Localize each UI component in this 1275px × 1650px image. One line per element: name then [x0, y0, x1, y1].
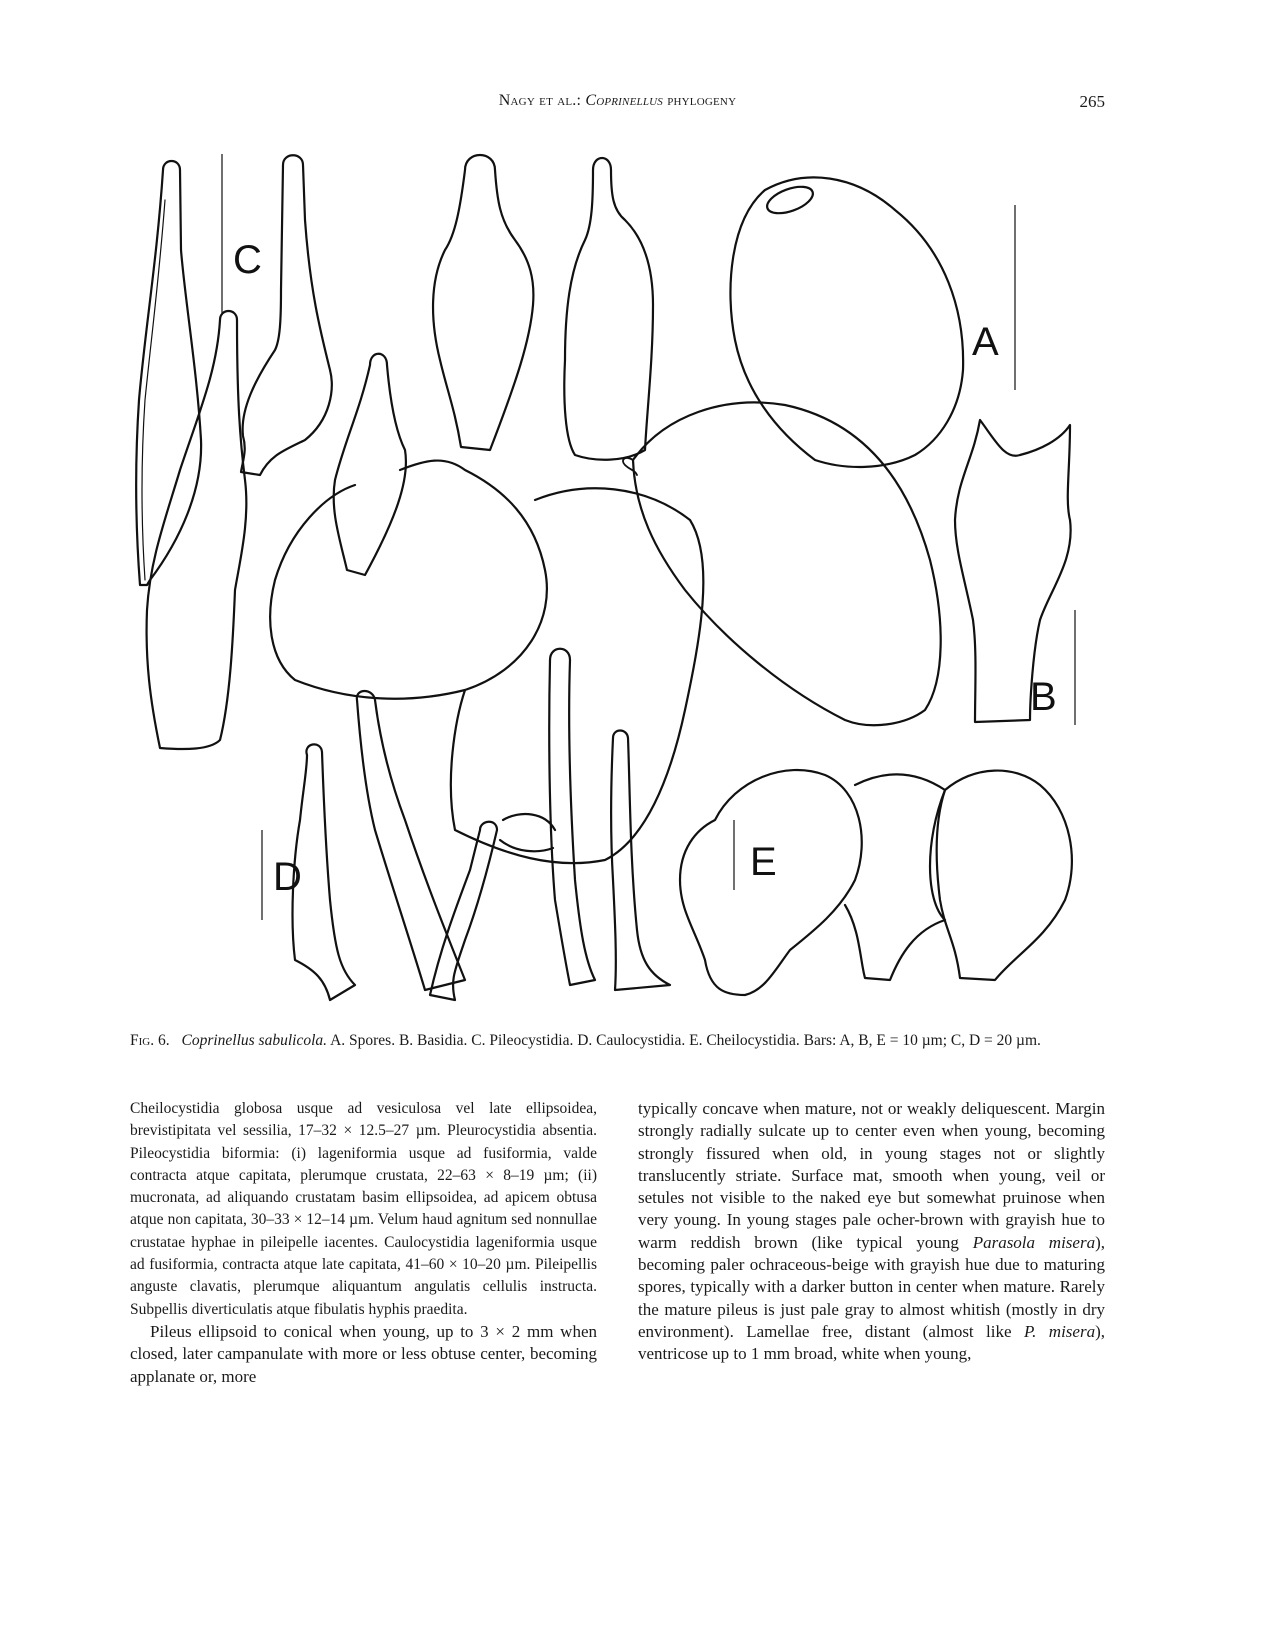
panel-label-c: C [233, 238, 262, 282]
spore-apiculus [623, 458, 637, 475]
pileocystidium-narrow-fusiform-inner [142, 200, 165, 580]
pileus-description-continued [638, 1098, 1105, 1366]
panel-label-e: E [750, 840, 777, 884]
figure-6-illustration [125, 140, 1125, 1020]
large-spore-center [270, 461, 547, 699]
caulocystidium-2 [357, 691, 465, 990]
panel-label-d: D [273, 855, 302, 899]
pileocystidium-mucronate-2-outline [564, 158, 653, 460]
pileocystidium-capitate [241, 155, 332, 475]
caption-species: Coprinellus sabulicola. [181, 1032, 328, 1049]
figure-number: Fig. 6. [130, 1032, 170, 1049]
text-run: ), becoming paler ochraceous-beige with grayish hue due to maturing spores, typically with a darker button in center when mature. Rarely the mature pileus is just pale gray to almost whitish (mostly in dry environment). Lamellae free, distant (almost like [638, 1232, 1105, 1341]
large-cell-behind [451, 488, 704, 863]
running-title-rest: phylogeny [667, 92, 737, 109]
caulocystidium-3 [430, 822, 497, 1000]
cheilocystidium-e3 [937, 771, 1072, 980]
pileocystidium-mucronate-small [334, 354, 406, 575]
cheilocystidium-e2 [845, 774, 945, 980]
running-title-genus: Coprinellus [585, 92, 663, 109]
text-run: typically concave when mature, not or weakly deliquescent. Margin strongly radially sulcate up to center even when young, becoming strongly fissured when old, in young stages not or slightly translucently striate. Surface mat, smooth when young, veil or setules not visible to the naked eye but somewhat pruinose when very young. In young stages pale ocher-brown with grayish hue to warm reddish brown (like typical young [638, 1099, 1105, 1252]
caulocystidium-4 [549, 649, 595, 985]
spore-upper [730, 177, 963, 467]
body-columns [130, 1098, 1105, 1388]
figure-caption [130, 1030, 1105, 1052]
latin-description: Cheilocystidia globosa usque ad vesiculosa vel late ellipsoidea, brevistipitata vel sessilia, 17–32 × 12.5–27 µm. Pleurocystidia absentia. Pileocystidia biformia: (i) lageniformia usque ad fusiformia, valde contracta atque capitata, plerumque crustata, 22–63 × 8–19 µm; (ii) mucronata, ad aliquando crustatam basim ellipsoidea, ad apicem obtusa atque non capitata, 30–33 × 12–14 µm. Velum haud agnitum sed nonnullae crustatae hyphae in pileipelle iacentes. Caulocystidia lageniformia usque ad fusiformia, contracta atque late capitata, 41–60 × 10–20 µm. Pileipellis anguste clavatis, plerumque aliquantum angulatis cellulis instructa. Subpellis diverticulatis atque fibulatis hyphis praedita. [130, 1100, 597, 1318]
pileus-description: Pileus ellipsoid to conical when young, up to 3 × 2 mm when closed, later campanulate with more or less obtuse center, becoming applanate or, more [130, 1321, 597, 1386]
running-title-authors: Nagy et al.: [498, 92, 582, 109]
page-number: 265 [1079, 92, 1105, 111]
right-column [638, 1098, 1105, 1388]
species-name: P. misera [1023, 1321, 1096, 1341]
spore-lower [633, 402, 941, 725]
pileocystidium-narrow-fusiform [136, 161, 201, 585]
text-run: ), ventricose up to 1 mm broad, white when young, [638, 1321, 1105, 1364]
pileocystidium-mucronate-1 [433, 155, 533, 450]
running-title [130, 92, 1105, 110]
left-column [130, 1098, 597, 1388]
running-head [130, 92, 1105, 116]
species-name: Parasola misera [972, 1232, 1096, 1252]
panel-label-a: A [972, 320, 999, 364]
caulocystidium-5 [611, 731, 670, 991]
caption-text: A. Spores. B. Basidia. C. Pileocystidia. D. Caulocystidia. E. Cheilocystidia. Bars: A, B, E = 10 µm; C, D = 20 µm. [330, 1032, 1041, 1049]
figure-drawing [125, 140, 1125, 1020]
cheilo-ring [500, 814, 555, 851]
panel-label-b: B [1030, 675, 1057, 719]
